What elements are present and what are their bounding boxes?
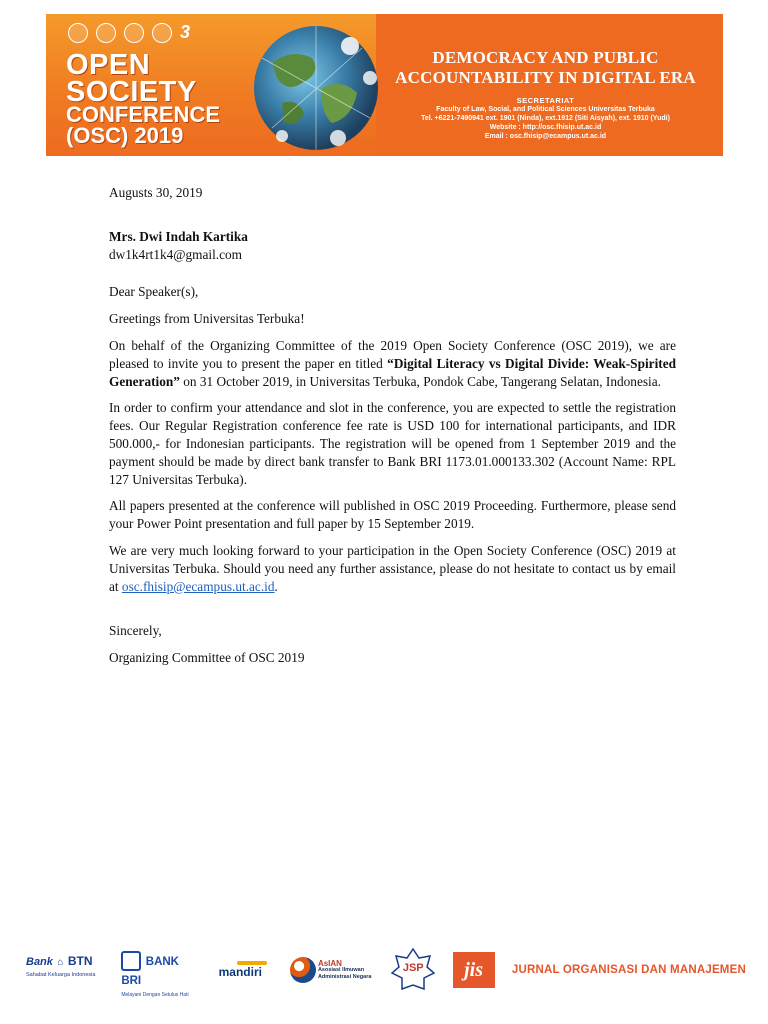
- btn-tagline: Sahabat Keluarga Indonesia: [26, 972, 96, 978]
- conference-theme: [368, 48, 723, 88]
- bank-btn-logo: [26, 952, 104, 988]
- bri-tagline: Melayani Dengan Setulus Hati: [121, 992, 189, 998]
- paragraph-contact: [109, 542, 676, 595]
- jis-text: jis: [464, 958, 484, 981]
- jis-logo: [453, 952, 495, 988]
- conference-title-line4: (OSC) 2019: [66, 122, 184, 148]
- signature: Organizing Committee of OSC 2019: [109, 650, 305, 666]
- closing: Sincerely,: [109, 623, 162, 639]
- mandiri-name: mandiri: [218, 965, 262, 979]
- paper-title: “Digital Literacy vs Digital Divide: Weak-Spirited Generation”: [109, 355, 676, 389]
- conference-title-line2: SOCIETY: [66, 75, 197, 108]
- asian-logo: [290, 952, 374, 988]
- conference-title: [66, 49, 221, 148]
- jsp-logo: [391, 948, 435, 992]
- contact-email-link[interactable]: osc.fhisip@ecampus.ut.ac.id: [121, 578, 275, 594]
- secretariat-heading: SECRETARIAT: [516, 96, 575, 105]
- bri-mark-icon: [121, 951, 141, 971]
- asian-line2: Administrasi Negara: [317, 973, 372, 980]
- conference-title-line1: OPEN: [66, 49, 151, 81]
- secretariat-website: Website : http://osc.fhisip.ut.ac.id: [489, 124, 602, 131]
- recipient-email: dw1k4rt1k4@gmail.com: [109, 246, 243, 262]
- asian-text: [318, 960, 372, 981]
- recipient-name: Mrs. Dwi Indah Kartika: [109, 228, 248, 244]
- letter-body: [109, 184, 676, 667]
- theme-line2: ACCOUNTABILITY IN DIGITAL ERA: [395, 68, 696, 87]
- banner-right-panel: [368, 14, 723, 156]
- paragraph-contact-text: We are very much looking forward to your participation in the Open Society Conference (OSC) 2019 at Universitas Terbuka. Should you need any further assistance, please do not hesitate to contact us by email at: [109, 542, 676, 594]
- paragraph-registration: In order to confirm your attendance and slot in the conference, you are expected to settle the registration fees. Our Regular Registration conference fee rate is USD 100 for international participants, and IDR 500.000,- for Indonesian participants. The registration will be opened from 1 September 2019 and the payment should be made by direct bank transfer to Bank BRI 1173.01.000133.302 (Account Name: RPL 127 Universitas Terbuka).: [109, 400, 676, 487]
- asian-line1: Asosiasi Ilmuwan: [317, 966, 365, 973]
- asian-emblem-icon: [290, 957, 316, 983]
- secretariat-email: Email : osc.fhisip@ecampus.ut.ac.id: [484, 133, 607, 140]
- letter-date: Augusts 30, 2019: [109, 185, 203, 200]
- conference-title-line3: CONFERENCE: [66, 102, 221, 128]
- mandiri-logo: [219, 952, 273, 988]
- bank-bri-logo: [121, 952, 201, 998]
- house-icon: ⌂: [57, 957, 64, 968]
- salutation: Dear Speaker(s),: [109, 284, 199, 300]
- banner-sponsor-logos: [68, 22, 190, 43]
- jsp-text: JSP: [402, 962, 424, 974]
- theme-line1: DEMOCRACY AND PUBLIC: [432, 48, 659, 67]
- bri-name: BANK BRI: [121, 956, 179, 987]
- paragraph-papers: All papers presented at the conference will published in OSC 2019 Proceeding. Furthermore, please send your Power Point presentation and full paper by 15 September 2019.: [109, 498, 676, 532]
- sponsor-logo-icon: [152, 23, 172, 43]
- sponsor-logo-icon: [124, 23, 144, 43]
- secretariat-tel: Tel. +6221-7490941 ext. 1901 (Ninda), ext.1912 (Siti Aisyah), ext. 1910 (Yudi): [421, 115, 670, 122]
- asian-acronym: AsIAN: [317, 958, 342, 968]
- paragraph-invitation-intro: On behalf of the Organizing Committee of the 2019 Open Society Conference (OSC 2019), we are pleased to invite you to present the paper en titled: [109, 337, 676, 371]
- banner-left-panel: [46, 14, 376, 156]
- conference-banner: [46, 14, 723, 156]
- greeting: Greetings from Universitas Terbuka!: [109, 311, 305, 327]
- paragraph-invitation-details: on 31 October 2019, in Universitas Terbuka, Pondok Cabe, Tangerang Selatan, Indonesia.: [179, 373, 661, 389]
- footer-sponsor-logos: [26, 946, 746, 998]
- sponsor-logo-icon: [96, 23, 116, 43]
- jurnal-organisasi-logo: JURNAL ORGANISASI DAN MANAJEMEN: [511, 964, 746, 976]
- sponsor-logo-icon: [68, 23, 88, 43]
- paragraph-contact-end: .: [274, 578, 278, 594]
- paragraph-invitation: [109, 337, 676, 390]
- secretariat-faculty: Faculty of Law, Social, and Political Sciences Universitas Terbuka: [436, 106, 655, 113]
- btn-bank-word: Bank: [26, 956, 53, 968]
- sponsor-number: 3: [180, 22, 191, 42]
- btn-name: BTN: [67, 954, 93, 968]
